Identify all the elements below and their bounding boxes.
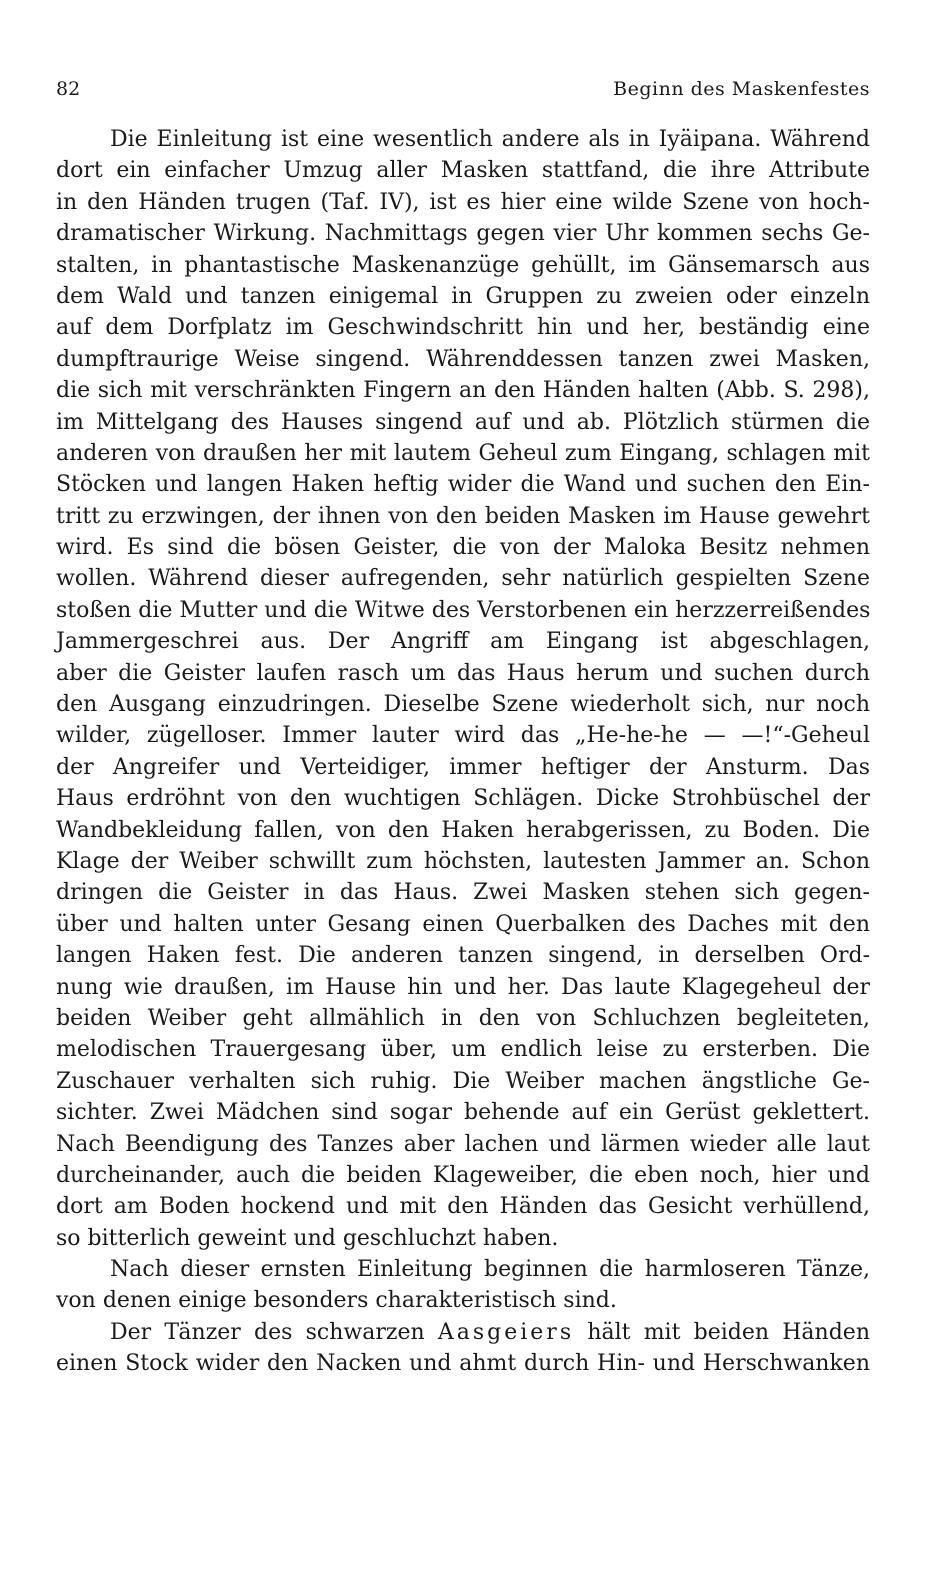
running-head: Beginn des Maskenfestes	[613, 78, 870, 100]
paragraph-2	[56, 1254, 870, 1317]
text-line: einen Stock wider den Nacken und ahmt durch Hin- und Herschwanken	[56, 1351, 870, 1377]
text-line: auf dem Dorfplatz im Geschwindschritt hin und her, beständig eine	[56, 315, 870, 341]
text-line: der Angreifer und Verteidiger, immer heftiger der Ansturm. Das	[56, 754, 870, 780]
text-line: in den Händen trugen (Taf. IV), ist es hier eine wilde Szene von hoch-	[56, 189, 870, 215]
paragraph-1	[56, 124, 870, 1254]
text-line: Nach Beendigung des Tanzes aber lachen und lärmen wieder alle laut	[56, 1131, 870, 1157]
text-line: dumpftraurige Weise singend. Währenddessen tanzen zwei Masken,	[56, 346, 870, 372]
text-line: durcheinander, auch die beiden Klageweiber, die eben noch, hier und	[56, 1162, 870, 1188]
text-line: nung wie draußen, im Hause hin und her. Das laute Klagegeheul der	[56, 974, 870, 1000]
text-line: Wandbekleidung fallen, von den Haken herabgerissen, zu Boden. Die	[56, 817, 870, 843]
text-line: Zuschauer verhalten sich ruhig. Die Weiber machen ängstliche Ge-	[56, 1068, 870, 1094]
page-header	[56, 74, 870, 104]
text-line: beiden Weiber geht allmählich in den von Schluchzen begleiteten,	[56, 1005, 870, 1031]
text-line: den Ausgang einzudringen. Dieselbe Szene wiederholt sich, nur noch	[56, 692, 870, 718]
text-line: Klage der Weiber schwillt zum höchsten, lautesten Jammer an. Schon	[56, 848, 870, 874]
text-line	[56, 1317, 870, 1348]
spaced-emphasis: Aasgeiers	[437, 1319, 575, 1345]
text-segment: hält mit beiden Händen	[587, 1319, 870, 1345]
page-number: 82	[56, 78, 81, 100]
text-line: wird. Es sind die bösen Geister, die von der Maloka Besitz nehmen	[56, 535, 870, 561]
text-line: stoßen die Mutter und die Witwe des Verstorbenen ein herzzerreißendes	[56, 597, 871, 623]
body-text	[56, 124, 870, 1380]
text-line: aber die Geister laufen rasch um das Haus herum und suchen durch	[56, 660, 870, 686]
text-line: melodischen Trauergesang über, um endlich leise zu ersterben. Die	[56, 1037, 870, 1063]
text-line: Nach dieser ernsten Einleitung beginnen die harmloseren Tänze,	[110, 1257, 870, 1283]
text-line: tritt zu erzwingen, der ihnen von den beiden Masken im Hause gewehrt	[56, 503, 870, 529]
text-line: Stöcken und langen Haken heftig wider die Wand und suchen den Ein-	[56, 472, 870, 498]
text-line: Jammergeschrei aus. Der Angriff am Eingang ist abgeschlagen,	[56, 629, 870, 655]
text-line: Haus erdröhnt von den wuchtigen Schlägen. Dicke Strohbüschel der	[56, 786, 870, 812]
text-line: dringen die Geister in das Haus. Zwei Masken stehen sich gegen-	[56, 880, 870, 906]
text-line: die sich mit verschränkten Fingern an den Händen halten (Abb. S. 298),	[56, 378, 870, 404]
paragraph-3	[56, 1317, 870, 1380]
text-segment: Der Tänzer des schwarzen	[110, 1319, 425, 1345]
text-line: dort am Boden hockend und mit den Händen das Gesicht verhüllend,	[56, 1194, 870, 1220]
text-line: so bitterlich geweint und geschluchzt haben.	[56, 1225, 559, 1251]
text-line: über und halten unter Gesang einen Querbalken des Daches mit den	[56, 911, 870, 937]
text-line: wollen. Während dieser aufregenden, sehr natürlich gespielten Szene	[56, 566, 870, 592]
text-line: dort ein einfacher Umzug aller Masken stattfand, die ihre Attribute	[56, 158, 870, 184]
text-line: langen Haken fest. Die anderen tanzen singend, in derselben Ord-	[56, 943, 870, 969]
text-line: sichter. Zwei Mädchen sind sogar behende auf ein Gerüst geklettert.	[56, 1100, 870, 1126]
text-line: im Mittelgang des Hauses singend auf und ab. Plötzlich stürmen die	[56, 409, 870, 435]
text-line: dramatischer Wirkung. Nachmittags gegen vier Uhr kommen sechs Ge-	[56, 221, 870, 247]
text-line: dem Wald und tanzen einigemal in Gruppen zu zweien oder einzeln	[56, 283, 870, 309]
text-line: von denen einige besonders charakteristisch sind.	[56, 1288, 617, 1314]
text-line: wilder, zügelloser. Immer lauter wird das „He-he-he — —!“-Geheul	[56, 723, 870, 749]
text-line: anderen von draußen her mit lautem Geheul zum Eingang, schlagen mit	[56, 440, 870, 466]
text-line: stalten, in phantastische Maskenanzüge gehüllt, im Gänsemarsch aus	[56, 252, 870, 278]
text-line: Die Einleitung ist eine wesentlich andere als in Iyäipana. Während	[110, 127, 870, 152]
